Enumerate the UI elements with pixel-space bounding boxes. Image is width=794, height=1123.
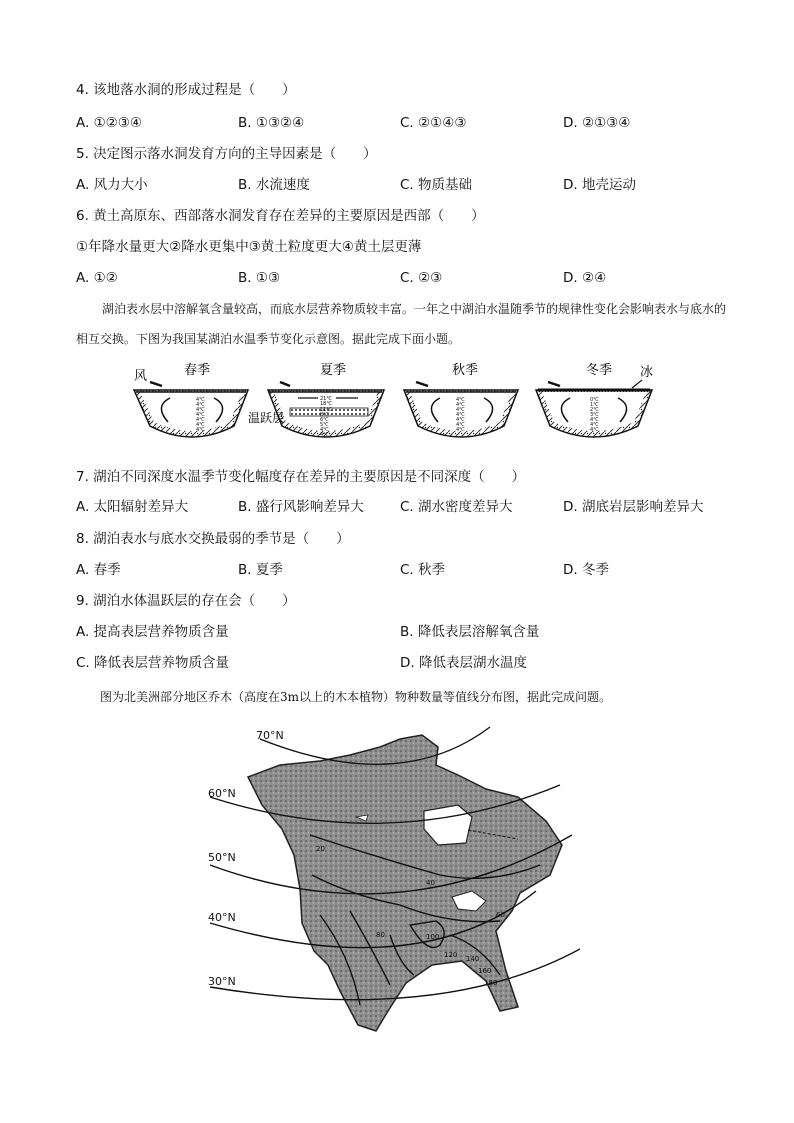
iso-80: 80 bbox=[376, 931, 385, 939]
map-intro: 图为北美洲部分地区乔木（高度在3m以上的木本植物）物种数量等值线分布图，据此完成问题。 bbox=[100, 690, 612, 704]
spring-temp-1: 4℃ bbox=[196, 402, 205, 408]
spring-temps bbox=[196, 397, 205, 433]
lake-intro: 湖泊表水层中溶解氧含量较高，而底水层营养物质较丰富。一年之中湖泊水温随季节的规律性变化会影响表水与底水的相互交换。下图为我国某湖泊水温季节变化示意图。据此完成下面小题。 bbox=[76, 302, 727, 346]
ice-label: 冰 bbox=[640, 365, 654, 380]
wind-arrow-icon bbox=[150, 382, 162, 386]
winter-temp-4: 4℃ bbox=[590, 417, 599, 423]
q6-stem: 6. 黄土高原东、西部落水洞发育存在差异的主要原因是西部（ ） bbox=[76, 208, 485, 224]
iso-140: 140 bbox=[466, 955, 480, 963]
q9-option-b[interactable]: B. 降低表层溶解氧含量 bbox=[400, 624, 540, 640]
winter-temp-0: 0℃ bbox=[590, 397, 599, 403]
q9-stem: 9. 湖泊水体温跃层的存在会（ ） bbox=[76, 593, 296, 609]
season-winter: 冬季 bbox=[586, 363, 613, 378]
q4-option-a[interactable]: A. ①②③④ bbox=[76, 115, 142, 131]
q5-option-a[interactable]: A. 风力大小 bbox=[76, 177, 148, 193]
season-autumn: 秋季 bbox=[452, 363, 479, 378]
q5-stem: 5. 决定图示落水洞发育方向的主导因素是（ ） bbox=[76, 146, 377, 162]
winter-temp-1: 1℃ bbox=[590, 402, 599, 408]
spring-temp-3: 4℃ bbox=[196, 412, 205, 418]
lake-spring bbox=[134, 363, 248, 437]
q6-option-a[interactable]: A. ①② bbox=[76, 270, 118, 286]
autumn-temp-4: 4℃ bbox=[456, 417, 465, 423]
autumn-temp-6: 4℃ bbox=[456, 427, 465, 433]
q4-stem: 4. 该地落水洞的形成过程是（ ） bbox=[76, 82, 296, 98]
q4-option-d[interactable]: D. ②①③④ bbox=[563, 115, 631, 131]
lake-autumn bbox=[404, 362, 518, 437]
winter-temp-3: 3℃ bbox=[590, 412, 599, 418]
iso-60: 60 bbox=[496, 911, 505, 919]
summer-temp-3: 8℃ bbox=[320, 412, 329, 418]
q7-option-a[interactable]: A. 太阳辐射差异大 bbox=[76, 499, 189, 515]
q8-option-a[interactable]: A. 春季 bbox=[76, 562, 121, 578]
q4-option-c[interactable]: C. ②①④③ bbox=[400, 115, 467, 131]
autumn-temp-2: 4℃ bbox=[456, 407, 465, 413]
autumn-temps bbox=[456, 397, 465, 433]
lat-40: 40°N bbox=[208, 911, 236, 924]
winter-temps bbox=[590, 397, 599, 433]
winter-temp-5: 4℃ bbox=[590, 422, 599, 428]
spring-temp-2: 4℃ bbox=[196, 407, 205, 413]
q7-option-d[interactable]: D. 湖底岩层影响差异大 bbox=[563, 499, 704, 515]
autumn-temp-0: 4℃ bbox=[456, 397, 465, 403]
lake-temperature-figure bbox=[130, 360, 670, 450]
lat-50: 50°N bbox=[208, 851, 236, 864]
q5-option-c[interactable]: C. 物质基础 bbox=[400, 177, 473, 193]
lat-30: 30°N bbox=[208, 975, 236, 988]
iso-40: 40 bbox=[426, 879, 435, 887]
thermocline-label: 温跃层 bbox=[248, 411, 285, 425]
summer-temp-5: 5℃ bbox=[320, 422, 329, 428]
q9-option-a[interactable]: A. 提高表层营养物质含量 bbox=[76, 624, 229, 640]
autumn-temp-3: 4℃ bbox=[456, 412, 465, 418]
season-summer: 夏季 bbox=[320, 363, 347, 378]
q8-option-c[interactable]: C. 秋季 bbox=[400, 562, 446, 578]
spring-temp-5: 4℃ bbox=[196, 422, 205, 428]
autumn-temp-1: 4℃ bbox=[456, 402, 465, 408]
q8-option-d[interactable]: D. 冬季 bbox=[563, 562, 609, 578]
north-america-tree-species-map bbox=[200, 725, 580, 1035]
summer-wind-icon bbox=[280, 382, 290, 386]
iso-20: 20 bbox=[316, 845, 325, 853]
q6-option-d[interactable]: D. ②④ bbox=[563, 270, 607, 286]
q4-option-b[interactable]: B. ①③②④ bbox=[238, 115, 305, 131]
q9-option-d[interactable]: D. 降低表层湖水温度 bbox=[400, 655, 527, 671]
q6-option-b[interactable]: B. ①③ bbox=[238, 270, 281, 286]
q7-option-b[interactable]: B. 盛行风影响差异大 bbox=[238, 499, 364, 515]
lake-summer bbox=[248, 363, 384, 438]
season-spring: 春季 bbox=[184, 363, 211, 378]
summer-temp-1: 18℃ bbox=[320, 401, 332, 407]
summer-temp-6: 4℃ bbox=[320, 427, 329, 433]
q6-conditions: ①年降水量更大②降水更集中③黄土粒度更大④黄土层更薄 bbox=[76, 239, 422, 255]
spring-temp-4: 4℃ bbox=[196, 417, 205, 423]
lat-60: 60°N bbox=[208, 787, 236, 800]
lat-70: 70°N bbox=[256, 729, 284, 742]
iso-180: 180 bbox=[484, 979, 498, 987]
q7-option-c[interactable]: C. 湖水密度差异大 bbox=[400, 499, 513, 515]
iso-100: 100 bbox=[426, 933, 440, 941]
lake-winter bbox=[536, 363, 653, 437]
summer-temp-4: 6℃ bbox=[320, 417, 329, 423]
q9-option-c[interactable]: C. 降低表层营养物质含量 bbox=[76, 655, 230, 671]
winter-temp-2: 2℃ bbox=[590, 407, 599, 413]
autumn-wind-icon bbox=[416, 382, 428, 386]
q5-option-d[interactable]: D. 地壳运动 bbox=[563, 177, 636, 193]
ice-arrow-icon bbox=[632, 380, 642, 388]
summer-temp-7: 4℃ bbox=[320, 432, 329, 438]
iso-120: 120 bbox=[444, 951, 458, 959]
summer-temp-0: 21℃ bbox=[320, 396, 332, 402]
q7-stem: 7. 湖泊不同深度水温季节变化幅度存在差异的主要原因是不同深度（ ） bbox=[76, 469, 526, 485]
q8-option-b[interactable]: B. 夏季 bbox=[238, 562, 283, 578]
wind-label: 风 bbox=[134, 369, 148, 384]
spring-temp-6: 4℃ bbox=[196, 427, 205, 433]
spring-temp-0: 4℃ bbox=[196, 397, 205, 403]
winter-wind-icon bbox=[548, 382, 560, 386]
q8-stem: 8. 湖泊表水与底水交换最弱的季节是（ ） bbox=[76, 531, 350, 547]
winter-temp-6: 4℃ bbox=[590, 427, 599, 433]
summer-temp-2: 11℃ bbox=[320, 407, 332, 413]
q5-option-b[interactable]: B. 水流速度 bbox=[238, 177, 310, 193]
continent-shape bbox=[248, 735, 562, 1031]
q6-option-c[interactable]: C. ②③ bbox=[400, 270, 443, 286]
autumn-temp-5: 4℃ bbox=[456, 422, 465, 428]
iso-160: 160 bbox=[478, 967, 492, 975]
